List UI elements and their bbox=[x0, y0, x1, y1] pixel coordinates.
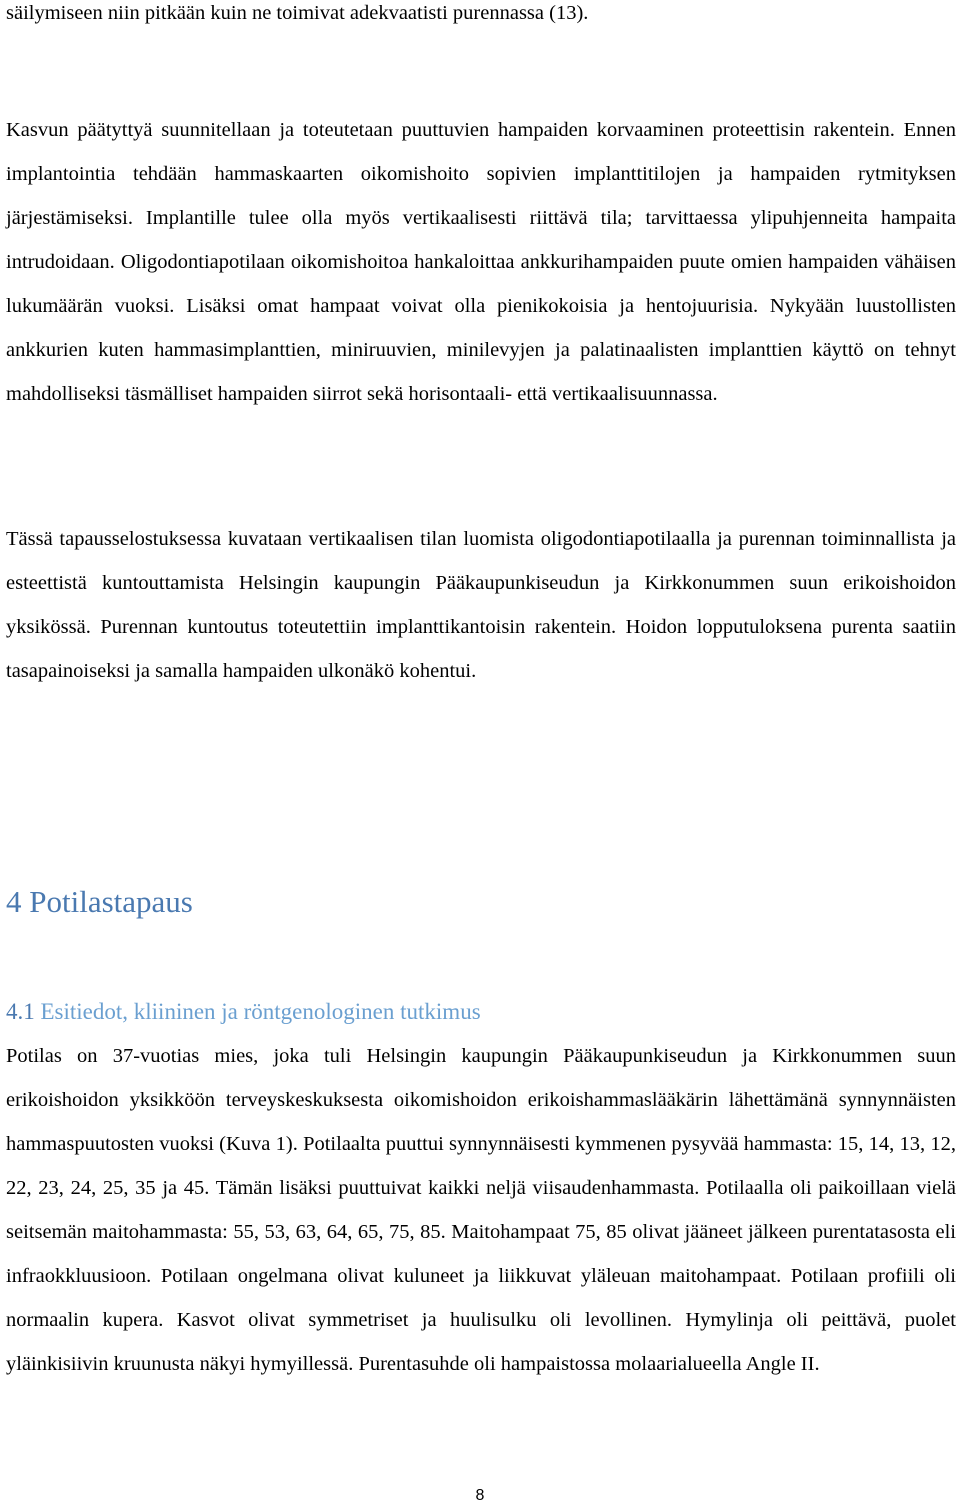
chapter-number: 4 bbox=[6, 884, 22, 919]
page-number: 8 bbox=[475, 1487, 485, 1504]
paragraph-continuation: säilymiseen niin pitkään kuin ne toimivat adekvaatisti purennassa (13). bbox=[6, 2, 589, 24]
chapter-heading bbox=[6, 880, 193, 924]
paragraph-patient-background: Potilas on 37-vuotias mies, joka tuli Helsingin kaupungin Pääkaupunkiseudun ja Kirkkonummen suun erikoishoidon yksikköön terveyskeskuksesta oikomishoidon erikoishammaslääkärin lähettämänä synnynnäisten hammaspuutosten vuoksi (Kuva 1). Potilaalta puuttui synnynnäisesti kymmenen pysyvää hammasta: 15, 14, 13, 12, 22, 23, 24, 25, 35 ja 45. Tämän lisäksi puuttuivat kaikki neljä viisaudenhammasta. Potilaalla oli paikoillaan vielä seitsemän maitohammasta: 55, 53, 63, 64, 65, 75, 85. Maitohampaat 75, 85 olivat jääneet jälkeen purentatasosta eli infraokkluusioon. Potilaan ongelmana olivat kuluneet ja liikkuvat yläleuan maitohampaat. Potilaan profiili oli normaalin kupera. Kasvot olivat symmetriset ja huulisulku oli levollinen. Hymylinja oli peittävä, puolet yläinkisiivin kruunusta näkyi hymyillessä. Purentasuhde oli hampaistossa molaarialueella Angle II. bbox=[6, 1045, 956, 1375]
section-number: 4.1 bbox=[6, 999, 35, 1024]
paragraph-treatment-planning: Kasvun päätyttyä suunnitellaan ja toteutetaan puuttuvien hampaiden korvaaminen proteettisin rakentein. Ennen implantointia tehdään hammaskaarten oikomishoito sopivien implanttitilojen ja hampaiden rytmityksen järjestämiseksi. Implantille tulee olla myös vertikaalisesti riittävä tila; tarvittaessa ylipuhjenneita hampaita intrudoidaan. Oligodontiapotilaan oikomishoitoa hankaloittaa ankkurihampaiden puute omien hampaiden vähäisen lukumäärän vuoksi. Lisäksi omat hampaat voivat olla pienikokoisia ja hentojuurisia. Nykyään luustollisten ankkurien kuten hammasimplanttien, miniruuvien, minilevyjen ja palatinaalisten implanttien käyttö on tehnyt mahdolliseksi täsmälliset hampaiden siirrot sekä horisontaali- että vertikaalisuunnassa. bbox=[6, 119, 956, 405]
chapter-title: Potilastapaus bbox=[29, 884, 193, 919]
section-heading bbox=[6, 992, 481, 1032]
paragraph-case-summary: Tässä tapausselostuksessa kuvataan vertikaalisen tilan luomista oligodontiapotilaalla ja purennan toiminnallista ja esteettistä kuntouttamista Helsingin kaupungin Pääkaupunkiseudun ja Kirkkonummen suun erikoishoidon yksikössä. Purennan kuntoutus toteutettiin implanttikantoisin rakentein. Hoidon lopputuloksena purenta saatiin tasapainoiseksi ja samalla hampaiden ulkonäkö kohentui. bbox=[6, 528, 956, 682]
section-title: Esitiedot, kliininen ja röntgenologinen tutkimus bbox=[40, 999, 481, 1024]
